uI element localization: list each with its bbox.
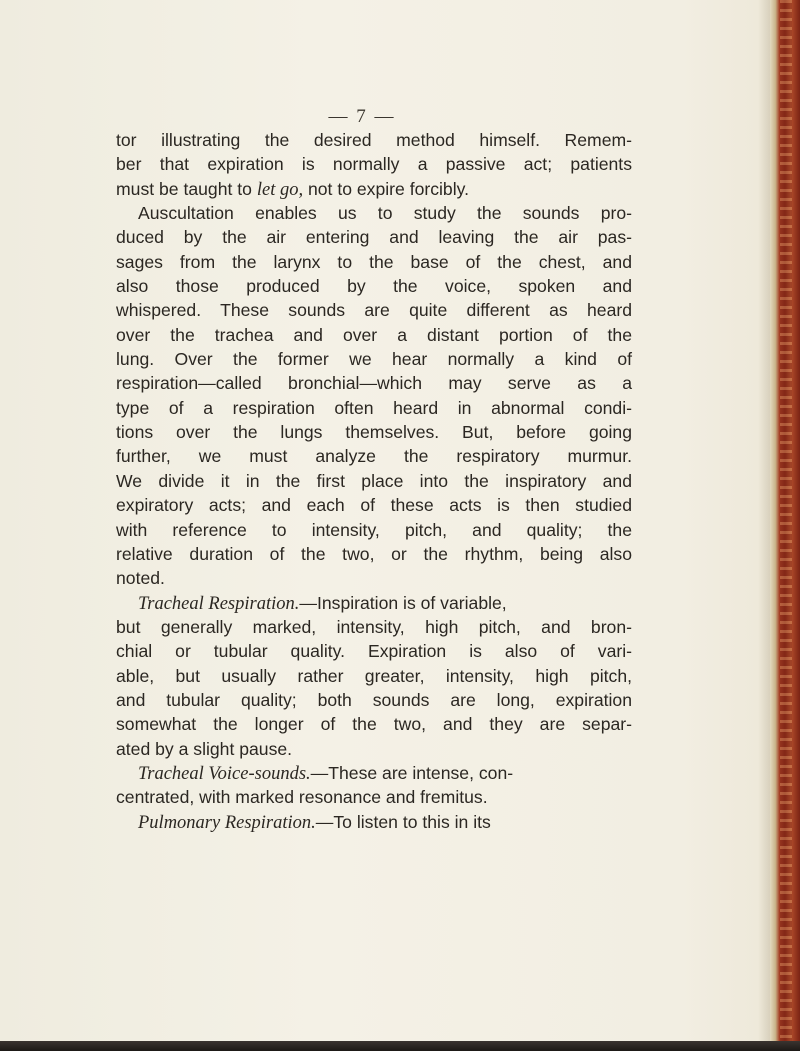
text-line: respiration—called bronchial—which may serve as a <box>116 373 632 394</box>
text-line: ber that expiration is normally a passive act; patients <box>116 154 632 175</box>
text-line: but generally marked, intensity, high pitch, and bron- <box>116 616 632 637</box>
text-line: Tracheal Voice-sounds.—These are intense, con- <box>138 762 514 784</box>
text-line: type of a respiration often heard in abnormal condi- <box>116 397 632 418</box>
book-spine <box>770 0 800 1051</box>
page-number: — 7 — <box>328 106 396 127</box>
text-line: whispered. These sounds are quite different as heard <box>116 300 632 321</box>
text-line: centrated, with marked resonance and fremitus. <box>116 787 488 808</box>
text-line: also those produced by the voice, spoken and <box>116 276 632 297</box>
text-line: sages from the larynx to the base of the chest, and <box>116 251 632 272</box>
heading-tracheal-respiration: Tracheal Respiration. <box>138 593 300 614</box>
text-line: noted. <box>116 568 165 589</box>
text-line: Auscultation enables us to study the sounds pro- <box>138 203 632 224</box>
text-line: expiratory acts; and each of these acts is then studied <box>116 495 632 516</box>
text-line: chial or tubular quality. Expiration is also of vari- <box>116 641 632 662</box>
text-line: Tracheal Respiration.—Inspiration is of variable, <box>138 592 507 614</box>
text-line: tions over the lungs themselves. But, before going <box>116 422 632 443</box>
heading-tracheal-voice-sounds: Tracheal Voice-sounds. <box>138 763 311 784</box>
spine-texture <box>780 0 792 1051</box>
text-line: able, but usually rather greater, intensity, high pitch, <box>116 665 632 686</box>
text-line: duced by the air entering and leaving the air pas- <box>116 227 632 248</box>
text-line: lung. Over the former we hear normally a kind of <box>116 349 632 370</box>
text-line: over the trachea and over a distant portion of the <box>116 324 632 345</box>
page-bottom-edge <box>0 1041 800 1051</box>
text-line: must be taught to let go, not to expire forcibly. <box>116 178 470 200</box>
text-line: and tubular quality; both sounds are long, expiration <box>116 689 632 710</box>
emphasis-let-go: let go, <box>256 179 304 200</box>
text-line: Pulmonary Respiration.—To listen to this in its <box>138 811 491 833</box>
text-line: We divide it in the first place into the inspiratory and <box>116 470 632 491</box>
body-text <box>116 128 632 834</box>
text-line: relative duration of the two, or the rhythm, being also <box>116 543 632 564</box>
page-gutter-shadow <box>758 0 770 1051</box>
heading-pulmonary-respiration: Pulmonary Respiration. <box>138 812 316 833</box>
text-line: somewhat the longer of the two, and they are separ- <box>116 714 632 735</box>
text-line: with reference to intensity, pitch, and quality; the <box>116 519 632 540</box>
text-line: tor illustrating the desired method himself. Remem- <box>116 130 632 150</box>
text-line: ated by a slight pause. <box>116 738 293 759</box>
text-line: further, we must analyze the respiratory murmur. <box>116 446 632 467</box>
